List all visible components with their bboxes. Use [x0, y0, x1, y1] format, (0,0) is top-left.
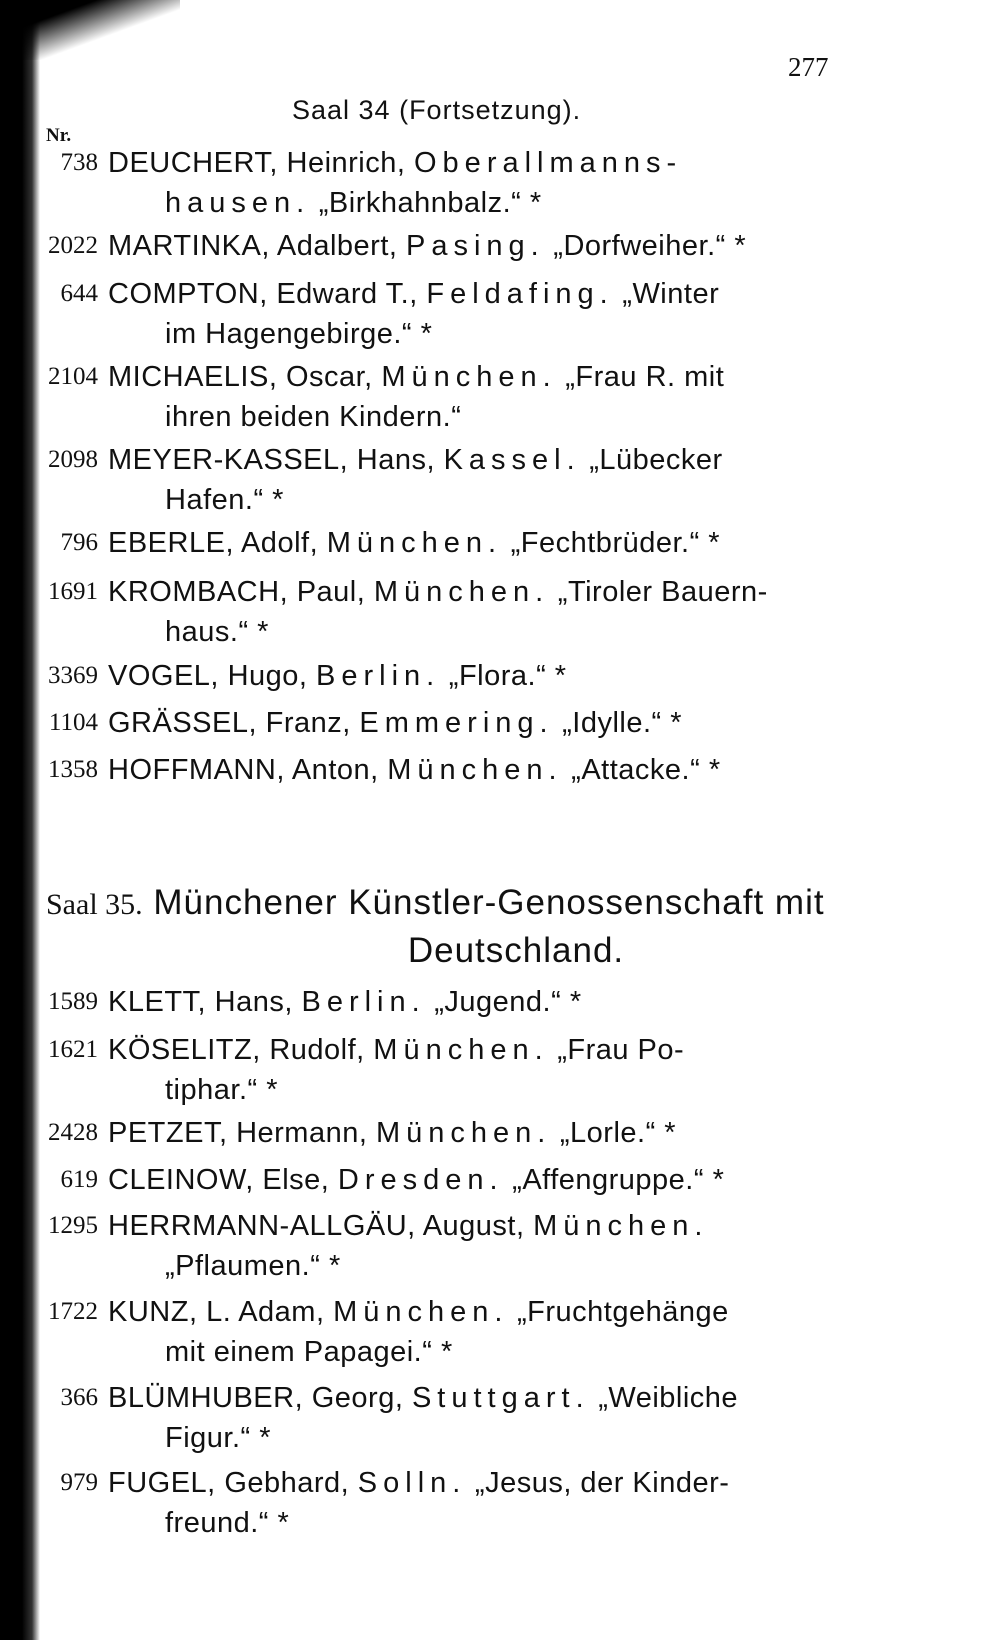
- artist-given-name: Oscar,: [285, 361, 373, 393]
- artist-given-name: Anton,: [291, 754, 379, 786]
- artist-surname: CLEINOW,: [108, 1164, 254, 1196]
- section-heading: [46, 880, 946, 974]
- artist-surname: COMPTON,: [108, 278, 268, 310]
- artist-surname: MARTINKA,: [108, 230, 270, 262]
- artist-surname: MICHAELIS,: [108, 361, 278, 393]
- running-head: Saal 34 (Fortsetzung).: [292, 95, 582, 125]
- artist-city: München.: [326, 527, 503, 559]
- entry-number: 1358: [48, 756, 98, 783]
- page-number: 277: [788, 52, 829, 82]
- artwork-title: „Frau Po-: [557, 1034, 685, 1066]
- artwork-title-cont: Figur.“ *: [165, 1422, 272, 1454]
- artist-given-name: L. Adam,: [206, 1296, 325, 1328]
- artist-given-name: Franz,: [265, 707, 351, 739]
- entry-number: 796: [60, 529, 98, 556]
- entry-number: 738: [60, 149, 98, 176]
- artist-surname: DEUCHERT,: [108, 147, 278, 179]
- artist-surname: BLÜMHUBER,: [108, 1382, 304, 1414]
- entry-number: 2098: [48, 446, 98, 473]
- artwork-title: „Weibliche: [598, 1382, 739, 1414]
- artist-surname: KLETT,: [108, 986, 207, 1018]
- artwork-title: „Attacke.“ *: [571, 754, 721, 786]
- entry-number: 2104: [48, 363, 98, 390]
- artist-city: Dresden.: [337, 1164, 504, 1196]
- entry-number: 3369: [48, 662, 98, 689]
- artist-given-name: August,: [422, 1210, 525, 1242]
- artwork-title-cont: ihren beiden Kindern.“: [165, 401, 462, 433]
- entry-number: 619: [60, 1166, 98, 1193]
- artist-surname: FUGEL,: [108, 1467, 216, 1499]
- artist-city: Solln.: [357, 1467, 467, 1499]
- entry-number: 1621: [48, 1036, 98, 1063]
- artwork-title: „Tiroler Bauern-: [557, 576, 768, 608]
- entry-number: 1295: [48, 1212, 98, 1239]
- artist-surname: EBERLE,: [108, 527, 234, 559]
- artist-city: München.: [381, 361, 557, 393]
- artist-city: München.: [373, 1034, 549, 1066]
- artist-given-name: Paul,: [296, 576, 366, 608]
- nr-column-label: Nr.: [46, 125, 72, 146]
- artwork-title: „Dorfweiher.“ *: [553, 230, 747, 262]
- page-corner-shadow: [0, 0, 180, 60]
- artist-city: München.: [387, 754, 563, 786]
- artist-given-name: Rudolf,: [269, 1034, 365, 1066]
- artist-given-name: Heinrich,: [286, 147, 406, 179]
- entry-number: 366: [60, 1384, 98, 1411]
- artist-city: Berlin.: [316, 660, 441, 692]
- artist-city: Pasing.: [406, 230, 545, 262]
- artist-given-name: Georg,: [311, 1382, 404, 1414]
- artist-city: Berlin.: [301, 986, 426, 1018]
- artwork-title-cont: freund.“ *: [165, 1507, 290, 1539]
- artwork-title-cont: haus.“ *: [165, 616, 269, 648]
- artist-given-name: Edward T.,: [276, 278, 418, 310]
- artist-surname: VOGEL,: [108, 660, 219, 692]
- artwork-title: „Flora.“ *: [448, 660, 567, 692]
- entry-number: 979: [60, 1469, 98, 1496]
- artist-given-name: Adalbert,: [276, 230, 398, 262]
- artist-surname: KÖSELITZ,: [108, 1034, 261, 1066]
- artwork-title: „Jesus, der Kinder-: [474, 1467, 730, 1499]
- artist-surname: GRÄSSEL,: [108, 707, 258, 739]
- artist-city: München.: [533, 1210, 709, 1242]
- entry-number: 644: [60, 280, 98, 307]
- artist-city: München.: [375, 1117, 552, 1149]
- artist-city: Feldafing.: [426, 278, 614, 310]
- entry-number: 1589: [48, 988, 98, 1015]
- artist-given-name: Gebhard,: [224, 1467, 350, 1499]
- artist-city: Stuttgart.: [411, 1382, 590, 1414]
- artist-given-name: Hermann,: [236, 1117, 368, 1149]
- artwork-title: „Frau R. mit: [565, 361, 725, 393]
- artwork-title-cont: mit einem Papagei.“ *: [165, 1336, 453, 1368]
- artist-surname: KROMBACH,: [108, 576, 289, 608]
- artist-city: Kassel.: [443, 444, 581, 476]
- artist-surname: PETZET,: [108, 1117, 228, 1149]
- section-label: Saal 35.: [46, 888, 143, 921]
- entry-number: 1722: [48, 1298, 98, 1325]
- entry-number: 2428: [48, 1119, 98, 1146]
- artist-surname: KUNZ,: [108, 1296, 198, 1328]
- artwork-title: „Jugend.“ *: [434, 986, 582, 1018]
- artwork-title: „Pflaumen.“ *: [165, 1250, 341, 1282]
- artwork-title: „Affengruppe.“ *: [512, 1164, 725, 1196]
- artist-given-name: Else,: [262, 1164, 330, 1196]
- artist-given-name: Hans,: [356, 444, 436, 476]
- entry-number: 1104: [48, 709, 98, 736]
- artist-surname: MEYER-KASSEL,: [108, 444, 349, 476]
- artist-given-name: Adolf,: [240, 527, 319, 559]
- artist-given-name: Hans,: [214, 986, 293, 1018]
- artist-city: Emmering.: [359, 707, 554, 739]
- entry-number: 1691: [48, 578, 98, 605]
- artist-city: München.: [333, 1296, 509, 1328]
- artist-city: München.: [373, 576, 550, 608]
- artwork-title: „Fruchtgehänge: [517, 1296, 729, 1328]
- artist-given-name: Hugo,: [227, 660, 308, 692]
- artwork-title: „Lübecker: [589, 444, 723, 476]
- artwork-title: „Fechtbrüder.“ *: [510, 527, 721, 559]
- section-title: Münchener Künstler-Genossenschaft mit: [153, 883, 825, 922]
- artwork-title: „Lorle.“ *: [559, 1117, 677, 1149]
- entry-number: 2022: [48, 232, 98, 259]
- artist-surname: HERRMANN-ALLGÄU,: [108, 1210, 416, 1242]
- artwork-title-cont: Hafen.“ *: [165, 484, 284, 516]
- artwork-title: „Winter: [622, 278, 720, 310]
- artist-city-cont: hausen.: [165, 187, 311, 219]
- artist-city: Oberallmanns-: [414, 147, 683, 179]
- artwork-title-cont: tiphar.“ *: [165, 1074, 278, 1106]
- artwork-title: „Birkhahnbalz.“ *: [318, 187, 542, 219]
- artwork-title-cont: im Hagengebirge.“ *: [165, 318, 433, 350]
- section-title-cont: Deutschland.: [407, 931, 625, 970]
- artwork-title: „Idylle.“ *: [562, 707, 683, 739]
- artist-surname: HOFFMANN,: [108, 754, 285, 786]
